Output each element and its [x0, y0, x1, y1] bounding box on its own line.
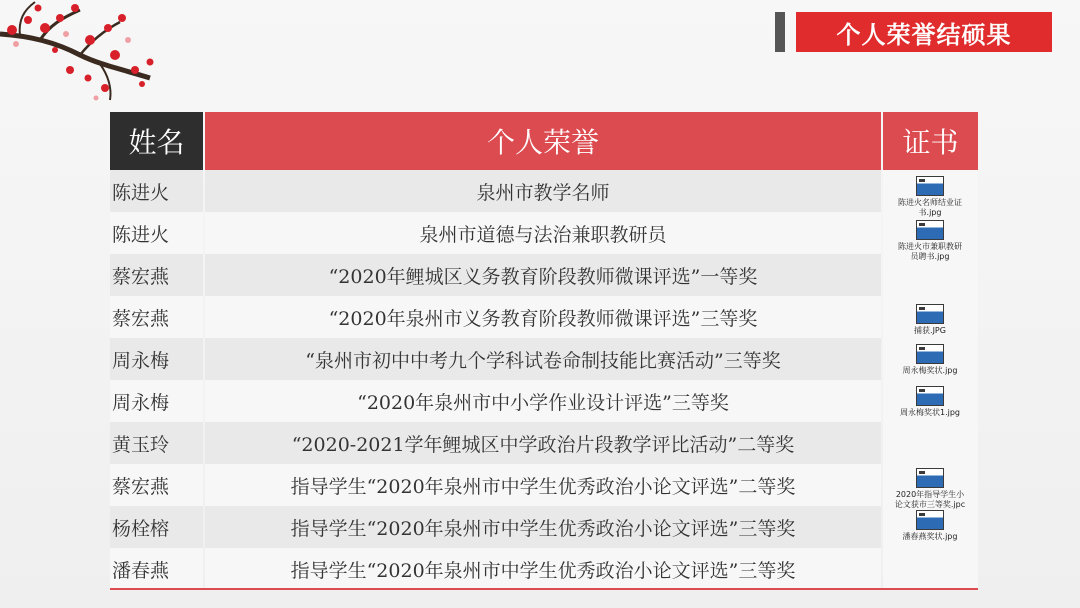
certificate-file[interactable]	[875, 304, 985, 336]
header-honor: 个人荣誉	[205, 112, 881, 170]
honor-cell: 泉州市教学名师	[205, 170, 881, 212]
honor-cell: “2020年泉州市中小学作业设计评选”三等奖	[205, 380, 881, 422]
file-name: 陈进火名师结业证 书.jpg	[898, 198, 962, 217]
table-row	[110, 296, 978, 338]
table-row	[110, 464, 978, 506]
name-cell: 周永梅	[110, 380, 203, 422]
table-row	[110, 380, 978, 422]
table-row	[110, 212, 978, 254]
header-name: 姓名	[110, 112, 203, 170]
table-header	[110, 112, 978, 170]
file-name: 周永梅奖状1.jpg	[899, 408, 960, 417]
table-row	[110, 254, 978, 296]
certificate-file[interactable]	[875, 386, 985, 418]
certificate-file[interactable]	[875, 344, 985, 376]
honors-table	[110, 112, 978, 590]
name-cell: 杨栓榕	[110, 506, 203, 548]
table-bottom-rule	[110, 588, 978, 590]
header-certificate: 证书	[883, 112, 978, 170]
table-row	[110, 422, 978, 464]
certificate-file[interactable]	[875, 176, 985, 218]
honor-cell: 指导学生“2020年泉州市中学生优秀政治小论文评选”三等奖	[205, 548, 881, 590]
file-name: 陈进火市兼职教研 员聘书.jpg	[898, 242, 962, 261]
certificate-file[interactable]	[875, 510, 985, 542]
name-cell: 陈进火	[110, 212, 203, 254]
table-body	[110, 170, 978, 590]
image-file-icon	[916, 386, 944, 406]
plum-blossom-decoration	[0, 0, 170, 110]
table-row	[110, 338, 978, 380]
image-file-icon	[916, 468, 944, 488]
honor-cell: 指导学生“2020年泉州市中学生优秀政治小论文评选”二等奖	[205, 464, 881, 506]
name-cell: 陈进火	[110, 170, 203, 212]
file-name: 2020年指导学生小 论文获市三等奖.jpc	[894, 490, 966, 509]
image-file-icon	[916, 176, 944, 196]
file-name: 捕获.JPG	[914, 326, 946, 335]
certificate-file[interactable]	[875, 468, 985, 510]
honor-cell: 泉州市道德与法治兼职教研员	[205, 212, 881, 254]
certificate-cell	[883, 548, 978, 590]
name-cell: 周永梅	[110, 338, 203, 380]
certificate-file[interactable]	[875, 220, 985, 262]
honor-cell: “2020年鲤城区义务教育阶段教师微课评选”一等奖	[205, 254, 881, 296]
file-name: 周永梅奖状.jpg	[902, 366, 958, 375]
name-cell: 潘春燕	[110, 548, 203, 590]
table-row	[110, 170, 978, 212]
name-cell: 蔡宏燕	[110, 254, 203, 296]
table-row	[110, 548, 978, 590]
title-accent-bar	[775, 12, 785, 52]
image-file-icon	[916, 220, 944, 240]
honor-cell: 指导学生“2020年泉州市中学生优秀政治小论文评选”三等奖	[205, 506, 881, 548]
page-title: 个人荣誉结硕果	[796, 12, 1052, 52]
name-cell: 蔡宏燕	[110, 296, 203, 338]
name-cell: 黄玉玲	[110, 422, 203, 464]
honor-cell: “2020年泉州市义务教育阶段教师微课评选”三等奖	[205, 296, 881, 338]
file-name: 潘春燕奖状.jpg	[902, 532, 958, 541]
honor-cell: “泉州市初中中考九个学科试卷命制技能比赛活动”三等奖	[205, 338, 881, 380]
table-row	[110, 506, 978, 548]
image-file-icon	[916, 304, 944, 324]
image-file-icon	[916, 510, 944, 530]
honor-cell: “2020-2021学年鲤城区中学政治片段教学评比活动”二等奖	[205, 422, 881, 464]
name-cell: 蔡宏燕	[110, 464, 203, 506]
certificate-cell	[883, 422, 978, 464]
image-file-icon	[916, 344, 944, 364]
